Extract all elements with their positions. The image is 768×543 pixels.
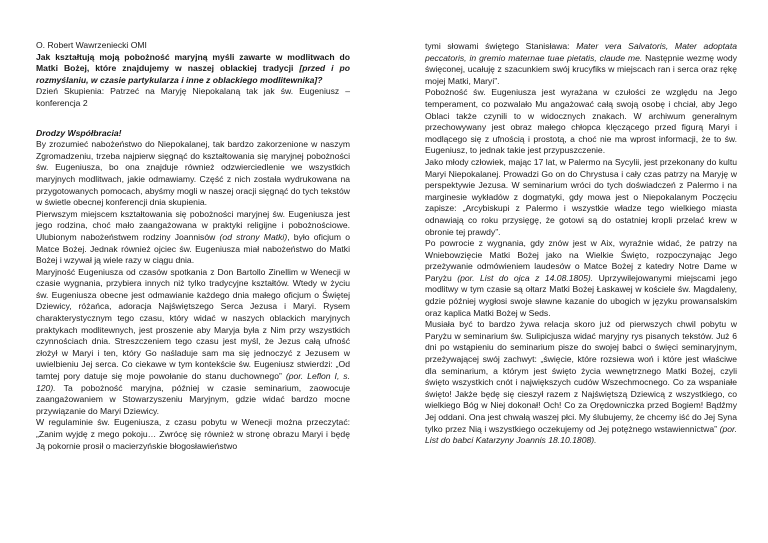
paragraph: tymi słowami świętego Stanisława: Mater vera Salvatoris, Mater adoptata peccatoris, in gremio maternae tuae pietatis, claude me. Następnie wezmę wody święconej, ucałuję z szacunkiem swój krucyfiks w miejscach ran i serca oraz rękę mojej Matki, Maryi”.	[425, 41, 737, 86]
title-italic: [przed i po rozmyślaniu, w czasie partykularza i inne z oblackiego modlitewnika]?	[36, 63, 350, 85]
paragraph: Po powrocie z wygnania, gdy znów jest w Aix, wyraźnie widać, że patrzy na Wniebowzięcie Matki Bożej jako na Wielkie Święto, rozpoczynając Jego przeżywanie odmówieniem laudesów o Matce Bożej z katedry Notre Dame w Paryżu (por. List do ojca z 14.08.1805). Uprzywilejowanymi miejscami jego modlitwy w tym czasie są ołtarz Matki Bożej Łaskawej w kościele św. Magdaleny, gdzie później wygłosi swoje sławne kazanie do ubogich w języku prowansalskim oraz kaplica Matki Bożej w Seds.	[425, 238, 737, 318]
greeting: Drodzy Współbracia!	[36, 127, 122, 138]
paragraph: Jako młody człowiek, mając 17 lat, w Palermo na Sycylii, jest przekonany do kultu Maryi Niepokalanej. Prowadzi Go on do Chrystusa i cały czas patrzy na Maryję w perspektywie Jezusa. W seminarium wróci do tych doświadczeń z Palermo i na marginesie wykładów z dogmatyki, gdy mowa jest o Niepokalanym Poczęciu zapisze: „Arcybiskupi z Palermo i wszystkie władze tego wielkiego miasta odnawiają co roku przysięgę, że gotowi są do ostatniej kropli przelać krew w obronie tej prawdy”.	[425, 156, 737, 237]
author: O. Robert Wawrzeniecki OMI	[36, 40, 147, 50]
paragraph: Musiała być to bardzo żywa relacja skoro już od pierwszych chwil pobytu w Paryżu w seminarium św. Sulipicjusza widać maryjny rys pisanych tekstów. Już 6 dni po wstąpieniu do seminarium pisze do swojej babci o święci seminaryjnym, przeżywającej swój zachwyt: „święcie, które rozsiewa woń i które jest właściwe dla seminarium, a którym jest święto życia wewnętrznego Matki Bożej, czyli święto wszystkich cnót i największych cudów Wszechmocnego. Co za wspaniałe święto! Jakże będę się cieszył razem z Najświętszą Dziewicą z wszystkiego, co wielkiego Bóg w Niej dokonał! Och! Co za Orędowniczka przed Bogiem! Bądźmy Jej oddani. Ona jest chwałą waszej płci. My ślubujemy, że chcemy iść do Jej Syna tylko przez Nią i wszystkiego oczekujemy od Jej potężnego wstawiennictwa” (por. List do babci Katarzyny Joannis 18.10.1808).	[425, 319, 737, 446]
title-bold: Jak kształtują moją pobożność maryjną myśli zawarte w modlitwach do Matki Bożej, które znajdujemy w naszej oblackiej tradycji	[36, 51, 350, 74]
left-column	[36, 40, 350, 452]
retreat-day-line: Dzień Skupienia: Patrzeć na Maryję Niepokalaną tak jak św. Eugeniusz – konferencja 2	[36, 86, 350, 108]
paragraph: By zrozumieć nabożeństwo do Niepokalanej, tak bardzo zakorzenione w naszym Zgromadzeniu, trzeba najpierw sięgnąć do kształtowania się maryjnej pobożności św. Eugeniusza, bo ona znajduje również odzwierciedlenie we wszystkich maryjnych modlitwach, jakie odmawiamy. Część z nich została wydrukowana na przygotowanych pomocach, abyśmy mogli w naszej oracji sięgnąć do tych tekstów w świetle obecnej konferencji dnia skupienia.	[36, 139, 350, 208]
paragraph: Pierwszym miejscem kształtowania się pobożności maryjnej św. Eugeniusza jest jego rodzina, choć mało zaangażowana w praktyki religijne i pobożnościowe. Ulubionym nabożeństwem rodziny Joannisów (od strony Matki), było oficjum o Matce Bożej. Jednak również ojciec św. Eugeniusza miał nabożeństwo do Matki Bożej i wzywał ją wiele razy w ciągu dnia.	[36, 208, 350, 266]
paragraph: W regulaminie św. Eugeniusza, z czasu pobytu w Wenecji można przeczytać: „Zanim wyjdę z mego pokoju… Zwrócę się również w stronę obrazu Maryi i będę Ją pokornie prosił o macierzyńskie błogosławieństwo	[36, 417, 350, 451]
paragraph: Maryjność Eugeniusza od czasów spotkania z Don Bartollo Zinellim w Wenecji w czasie wygnania, przybiera innych niż tylko tradycyjne kształtów. Wtedy w życiu św. Eugeniusza obecne jest odmawianie każdego dnia małego oficjum o Świętej Dziewicy, różańca, adoracja Najświętszego Serca Jezusa i Maryi. Rysem charakterystycznym tego czasu, który widać w naszych oblackich maryjnych praktykach modlitewnych, jest proszenie aby Maryja była z Nim przy wszystkich czynnościach dnia. Streszczeniem tego czasu jest myśl, że Jezus całą ufność złożył w Maryi i ten, który Go naśladuje sam ma się jednoczyć z Jezusem w uwielbieniu Jej serca. Co ciekawe w tym kontekście św. Eugeniusz stwierdzi: „Od tamtej pory datuje się moje powołanie do stanu duchownego” (por. Leflon I, s. 120). Ta pobożność maryjna, później w czasie seminarium, zaowocuje zaangażowaniem w Stowarzyszeniu Maryjnym, gdzie widać bardzo mocne przywiązanie do Maryi Dziewicy.	[36, 266, 350, 416]
document-title	[36, 52, 350, 87]
paragraph: Pobożność św. Eugeniusza jest wyrażana w czułości ze względu na Jego temperament, co pozwalało Mu angażować całą swoją osobę i chciał, aby Jego Oblaci także czynili to w widocznych znakach. W archiwum generalnym przechowywany jest obraz małego chłopca klęczącego przed figurą Maryi i modlącego się z ufnością i prostotą, a choć nie ma wprost informacji, że to św. Eugeniusz, to jednak takie jest przypuszczenie.	[425, 87, 737, 156]
right-column	[425, 41, 737, 447]
